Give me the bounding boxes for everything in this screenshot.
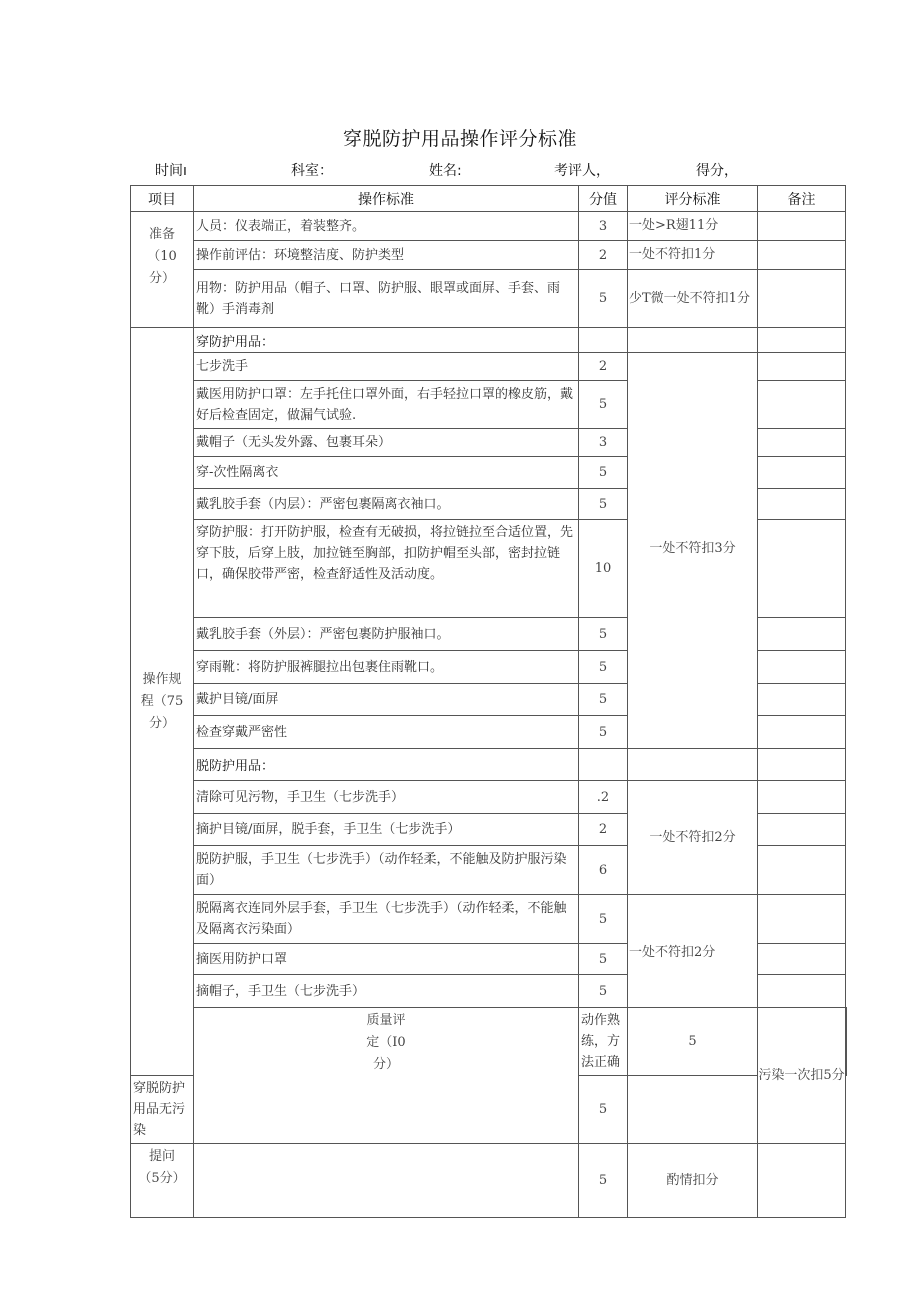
- standard-cell: 脱隔离衣连同外层手套，手卫生（七步洗手）（动作轻柔，不能触及隔离衣污染面）: [194, 895, 579, 944]
- table-row: [131, 1008, 847, 1076]
- points-cell: 5: [579, 944, 628, 975]
- section-row: [131, 328, 847, 353]
- criteria-cell-doff-a: 一处不符扣2分: [628, 781, 758, 895]
- remarks-cell: [758, 270, 846, 328]
- criteria-cell: 少T微一处不符扣1分: [628, 270, 758, 328]
- standard-cell: 穿-次性隔离衣: [194, 457, 579, 489]
- points-cell: [579, 749, 628, 781]
- points-cell: 5: [579, 684, 628, 716]
- criteria-cell: 一处>R翅11分: [628, 212, 758, 241]
- criteria-cell: [628, 749, 758, 781]
- category-text: 准备: [148, 227, 175, 242]
- points-cell: 5: [579, 1076, 628, 1144]
- table-row: [131, 241, 847, 270]
- remarks-cell: [758, 618, 846, 651]
- standard-cell: 摘医用防护口罩: [194, 944, 579, 975]
- category-text: 质量评: [366, 1013, 406, 1028]
- points-cell: 2: [579, 814, 628, 846]
- standard-cell: [194, 1144, 579, 1218]
- standard-cell: 脱防护服，手卫生（七步洗手）（动作轻柔，不能触及防护服污染面）: [194, 846, 579, 895]
- remarks-cell: [846, 1008, 847, 1076]
- category-text: 分）: [148, 271, 175, 286]
- standard-cell: 七步洗手: [194, 353, 579, 381]
- category-text: 提问: [148, 1149, 175, 1164]
- standard-cell: 戴护目镜/面屏: [194, 684, 579, 716]
- points-cell: 5: [579, 1144, 628, 1218]
- points-cell: 2: [579, 353, 628, 381]
- points-cell: 5: [579, 975, 628, 1008]
- points-cell: 3: [579, 429, 628, 457]
- remarks-cell: [758, 716, 846, 749]
- points-cell: 10: [579, 520, 628, 618]
- standard-cell: 穿脱防护用品无污染: [131, 1076, 194, 1144]
- table-row: [131, 353, 847, 381]
- name-label: 姓名:: [429, 163, 462, 179]
- remarks-cell: [758, 520, 846, 618]
- category-text: （10: [147, 249, 177, 264]
- section-row: [131, 749, 847, 781]
- standard-cell: 穿防护服：打开防护服，检查有无破损，将拉链拉至合适位置，先穿下肢，后穿上肢，加拉链至胸部，扣防护帽至头部，密封拉链口，确保胶带严密，检查舒适性及活动度。: [194, 520, 579, 618]
- standard-cell: 摘护目镜/面屏，脱手套，手卫生（七步洗手）: [194, 814, 579, 846]
- standard-cell: 动作熟练，方法正确: [579, 1008, 628, 1076]
- points-cell: 5: [579, 618, 628, 651]
- header-points: 分值: [579, 186, 628, 212]
- header-standard: 操作标准: [194, 186, 579, 212]
- header-remarks: 备注: [758, 186, 846, 212]
- standard-cell: 清除可见污物，手卫生（七步洗手）: [194, 781, 579, 814]
- department-label: 科室：: [291, 163, 333, 179]
- remarks-cell: [758, 846, 846, 895]
- standard-cell: 人员：仪表端正，着装整齐。: [194, 212, 579, 241]
- points-cell: .2: [579, 781, 628, 814]
- points-cell: 3: [579, 212, 628, 241]
- page-title: 穿脱防护用品操作评分标准: [342, 128, 577, 150]
- criteria-cell-question: 酌情扣分: [628, 1144, 758, 1218]
- remarks-cell: [758, 975, 846, 1008]
- points-cell: 5: [579, 489, 628, 520]
- standard-cell: 摘帽子，手卫生（七步洗手）: [194, 975, 579, 1008]
- remarks-cell: [758, 457, 846, 489]
- score-label: 得分，: [696, 163, 738, 179]
- category-text: 分）: [372, 1057, 399, 1072]
- points-cell: 5: [579, 457, 628, 489]
- criteria-cell-quality: 污染一次扣5分: [758, 1008, 846, 1144]
- table-row: [131, 1144, 847, 1218]
- header-item: 项目: [131, 186, 194, 212]
- remarks-cell: [758, 212, 846, 241]
- criteria-cell: 一处不符扣1分: [628, 241, 758, 270]
- remarks-cell: [758, 814, 846, 846]
- points-cell: 5: [579, 270, 628, 328]
- header-criteria: 评分标准: [628, 186, 758, 212]
- category-text: 操作规: [142, 671, 182, 687]
- standard-cell: 戴乳胶手套（内层）：严密包裹隔离衣袖口。: [194, 489, 579, 520]
- standard-cell: 戴乳胶手套（外层）：严密包裹防护服袖口。: [194, 618, 579, 651]
- category-question: [131, 1144, 194, 1218]
- section-label-doff: 脱防护用品：: [194, 749, 579, 781]
- criteria-cell: [628, 328, 758, 353]
- points-cell: 5: [579, 716, 628, 749]
- remarks-cell: [758, 749, 846, 781]
- remarks-cell: [758, 781, 846, 814]
- standard-cell: 用物：防护用品（帽子、口罩、防护服、眼罩或面屏、手套、雨靴）手消毒剂: [194, 270, 579, 328]
- remarks-cell: [628, 1076, 758, 1144]
- header-row: [131, 186, 847, 212]
- category-procedure: [131, 328, 194, 1076]
- remarks-cell: [758, 489, 846, 520]
- standard-cell: 穿雨靴：将防护服裤腿拉出包裹住雨靴口。: [194, 651, 579, 684]
- points-cell: 5: [628, 1008, 758, 1076]
- category-text: 程（75: [140, 693, 184, 709]
- table-row: [131, 212, 847, 241]
- remarks-cell: [758, 1144, 846, 1218]
- criteria-cell-don: 一处不符扣3分: [628, 353, 758, 749]
- points-cell: 5: [579, 651, 628, 684]
- time-label: 时间ı: [155, 163, 187, 179]
- remarks-cell: [758, 895, 846, 944]
- scoring-table: [130, 185, 847, 1218]
- table-row: [131, 270, 847, 328]
- remarks-cell: [758, 651, 846, 684]
- category-text: 定（I0: [366, 1035, 406, 1050]
- remarks-cell: [758, 429, 846, 457]
- standard-cell: 戴医用防护口罩：左手托住口罩外面，右手轻拉口罩的橡皮筋，戴好后检查固定，做漏气试验.: [194, 381, 579, 429]
- points-cell: 6: [579, 846, 628, 895]
- table-row: [131, 781, 847, 814]
- standard-cell: 检查穿戴严密性: [194, 716, 579, 749]
- points-cell: 5: [579, 895, 628, 944]
- remarks-cell: [758, 353, 846, 381]
- category-text: 分）: [148, 715, 175, 731]
- points-cell: [579, 328, 628, 353]
- category-prep: [131, 212, 194, 328]
- standard-cell: 操作前评估：环境整洁度、防护类型: [194, 241, 579, 270]
- evaluator-label: 考评人，: [554, 163, 610, 179]
- category-quality: [194, 1008, 579, 1144]
- remarks-cell: [758, 381, 846, 429]
- table-row: [131, 895, 847, 944]
- section-label-don: 穿防护用品：: [194, 328, 579, 353]
- category-text: （5分）: [138, 1171, 186, 1186]
- remarks-cell: [758, 944, 846, 975]
- remarks-cell: [758, 241, 846, 270]
- points-cell: 5: [579, 381, 628, 429]
- remarks-cell: [758, 328, 846, 353]
- standard-cell: 戴帽子（无头发外露、包裹耳朵）: [194, 429, 579, 457]
- remarks-cell: [758, 684, 846, 716]
- criteria-cell-doff-b: 一处不符扣2分: [628, 895, 758, 1008]
- points-cell: 2: [579, 241, 628, 270]
